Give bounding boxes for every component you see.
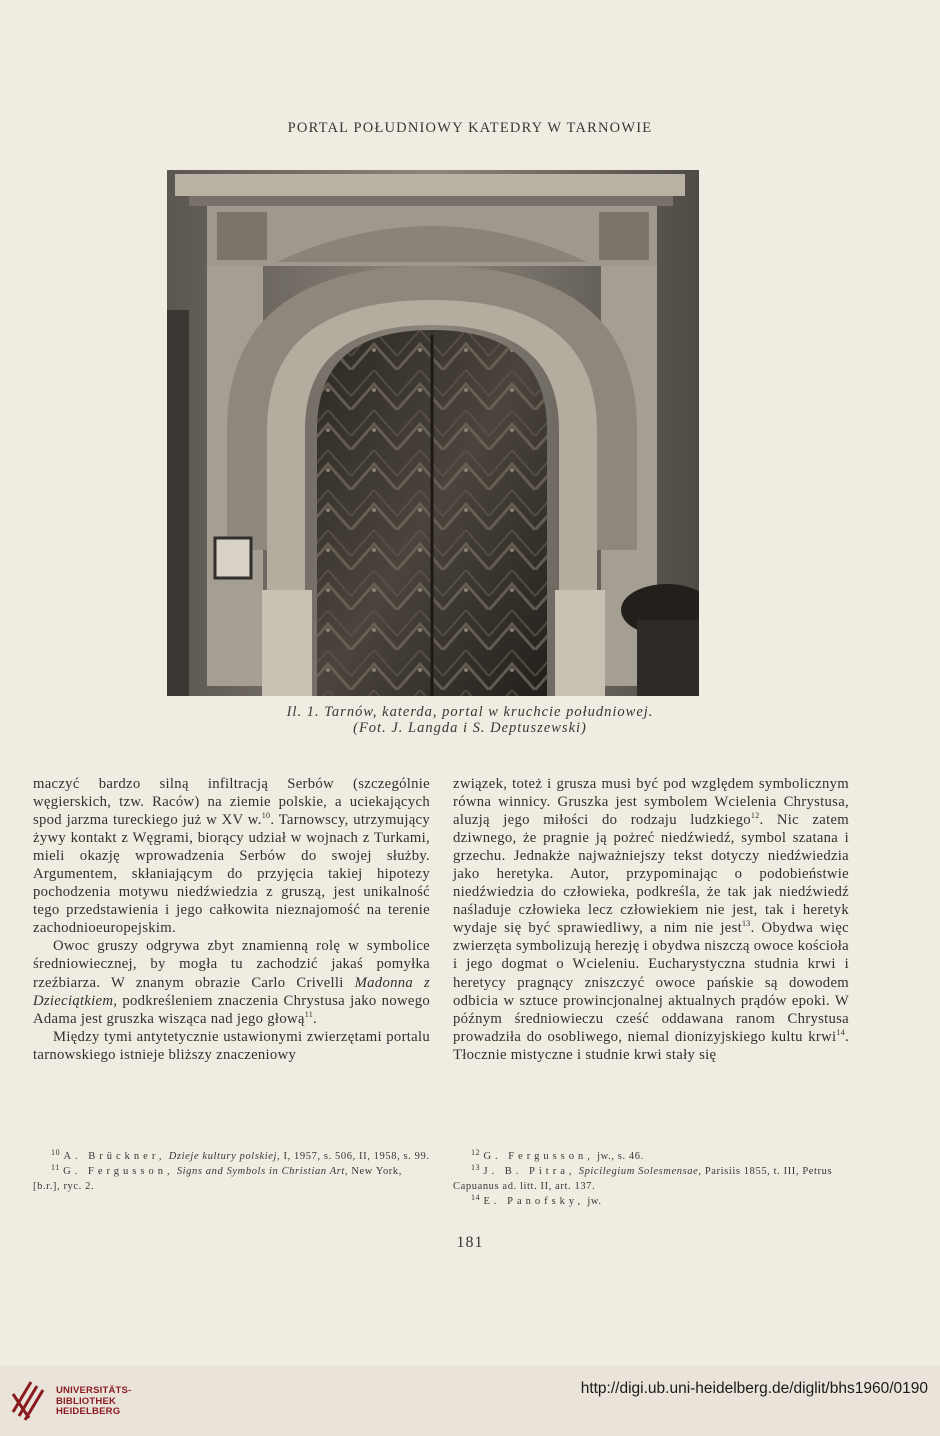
library-name[interactable]: UNIVERSITÄTS- BIBLIOTHEK HEIDELBERG (56, 1385, 132, 1417)
library-logo-icon (9, 1376, 47, 1422)
right-paragraph-1: związek, toteż i grusza musi być pod względem symbolicznym równa winnicy. Gruszka jest symbolem Wcielenia Chrystusa, aluzją jego miłości do rodzaju ludzkiego$^{12}$. Nic zatem dziwnego, że pragnie ją pożreć niedźwiedź, symbol szatana i grzechu. Jednakże najważniejszy tekst dotyczy niedźwiedzia jako heretyka. Autor, przypominając o podobieństwie niedźwiedzia do człowieka, podkreśla, że tak jak niedźwiedź naśladuje człowieka lecz człowiekiem nie jest, tak i heretyk wydaje się być sprawiedliwy, a nim nie jest$^{13}$. Obydwa więc zwierzęta symbolizują herezję i obydwa niszczą owoce kościoła i jego dogmat o Wcieleniu. Eucharystyczna studnia krwi i heretycy pragnący zniszczyć owoce pańskie są dowodem odbicia w sztuce prowincjonalnej aktualnych prądów epoki. W późnym średniowieczu cześć oddawana ranom Chrystusa prowadziła do osobliwego, niemal dionizyjskiego kultu krwi$^{14}$. Tłocznie mistyczne i studnie krwi stały się (453, 776, 849, 1063)
figure-caption (0, 704, 940, 736)
footnote-ref-11[interactable]: 11 (304, 1009, 313, 1019)
caption-line-2: (Fot. J. Langda i S. Deptuszewski) (353, 720, 587, 736)
left-column (33, 775, 430, 1064)
portal-photograph (167, 170, 699, 696)
digitization-footer (0, 1366, 940, 1436)
right-column (453, 775, 849, 1064)
left-paragraph-3: Między tymi antytetycznie ustawionymi zwierzętami portalu tarnowskiego istnieje bliższy znaczeniowy (33, 1028, 430, 1063)
footnote-10: $^{10}$ A. Brückner, Dzieje kultury polskiej, I, 1957, s. 506, II, 1958, s. 99. (51, 1147, 430, 1162)
running-title: PORTAL POŁUDNIOWY KATEDRY W TARNOWIE (287, 120, 653, 136)
footnote-13: $^{13}$ J. B. Pitra, Spicilegium Solesmensae, Parisiis 1855, t. III, Petrus Capuanus ad. litt. II, art. 137. (453, 1162, 833, 1192)
page-number: 181 (456, 1234, 484, 1251)
left-paragraph-2: Owoc gruszy odgrywa zbyt znamienną rolę w symbolice średniowiecznej, by mogła tu zachodzić jakaś pomyłka rzeźbiarza. W znanym obrazie Carlo Crivelli Madonna z Dzieciątkiem, podkreśleniem znaczenia Chrystusa jako nowego Adama jest gruszka wisząca nad jego głową$^{11}$. (33, 938, 430, 1027)
footnote-ref-14[interactable]: 14 (836, 1027, 846, 1037)
portal-photo-illustration (167, 170, 699, 696)
footnotes-right (453, 1149, 849, 1209)
footnotes-left (33, 1149, 431, 1194)
footnote-14: $^{14}$ E. Panofsky, jw. (471, 1192, 602, 1207)
footnote-ref-10[interactable]: 10 (261, 811, 271, 821)
left-paragraph-1: maczyć bardzo silną infiltracją Serbów (szczególnie węgierskich, tzw. Raców) na ziemie polskie, a uciekających spod jarzma tureckiego już w XV w.$^{10}$. Tarnowscy, utrzymujący żywy kontakt z Węgrami, biorący udział w wojnach z Turkami, mieli okazję wprowadzenia Serbów do swojej służby. Argumentem, skłaniającym do przyjęcia takiej hipotezy pochodzenia motywu niedźwiedzia z gruszą, jest unikalność tego przedstawienia i jego całkowita nieznajomość na terenie zachodnioeuropejskim. (33, 776, 430, 937)
caption-line-1: Il. 1. Tarnów, katerda, portal w kruchcie południowej. (286, 704, 654, 720)
footnote-12: $^{12}$ G. Fergusson, jw., s. 46. (471, 1147, 644, 1162)
permalink-url[interactable]: http://digi.ub.uni-heidelberg.de/diglit/bhs1960/0190 (580, 1380, 928, 1397)
footnote-11: $^{11}$ G. Fergusson, Signs and Symbols in Christian Art, New York, [b.r.], ryc. 2. (33, 1162, 402, 1192)
footnote-ref-12[interactable]: 12 (750, 811, 760, 821)
footnote-ref-13[interactable]: 13 (742, 919, 751, 929)
